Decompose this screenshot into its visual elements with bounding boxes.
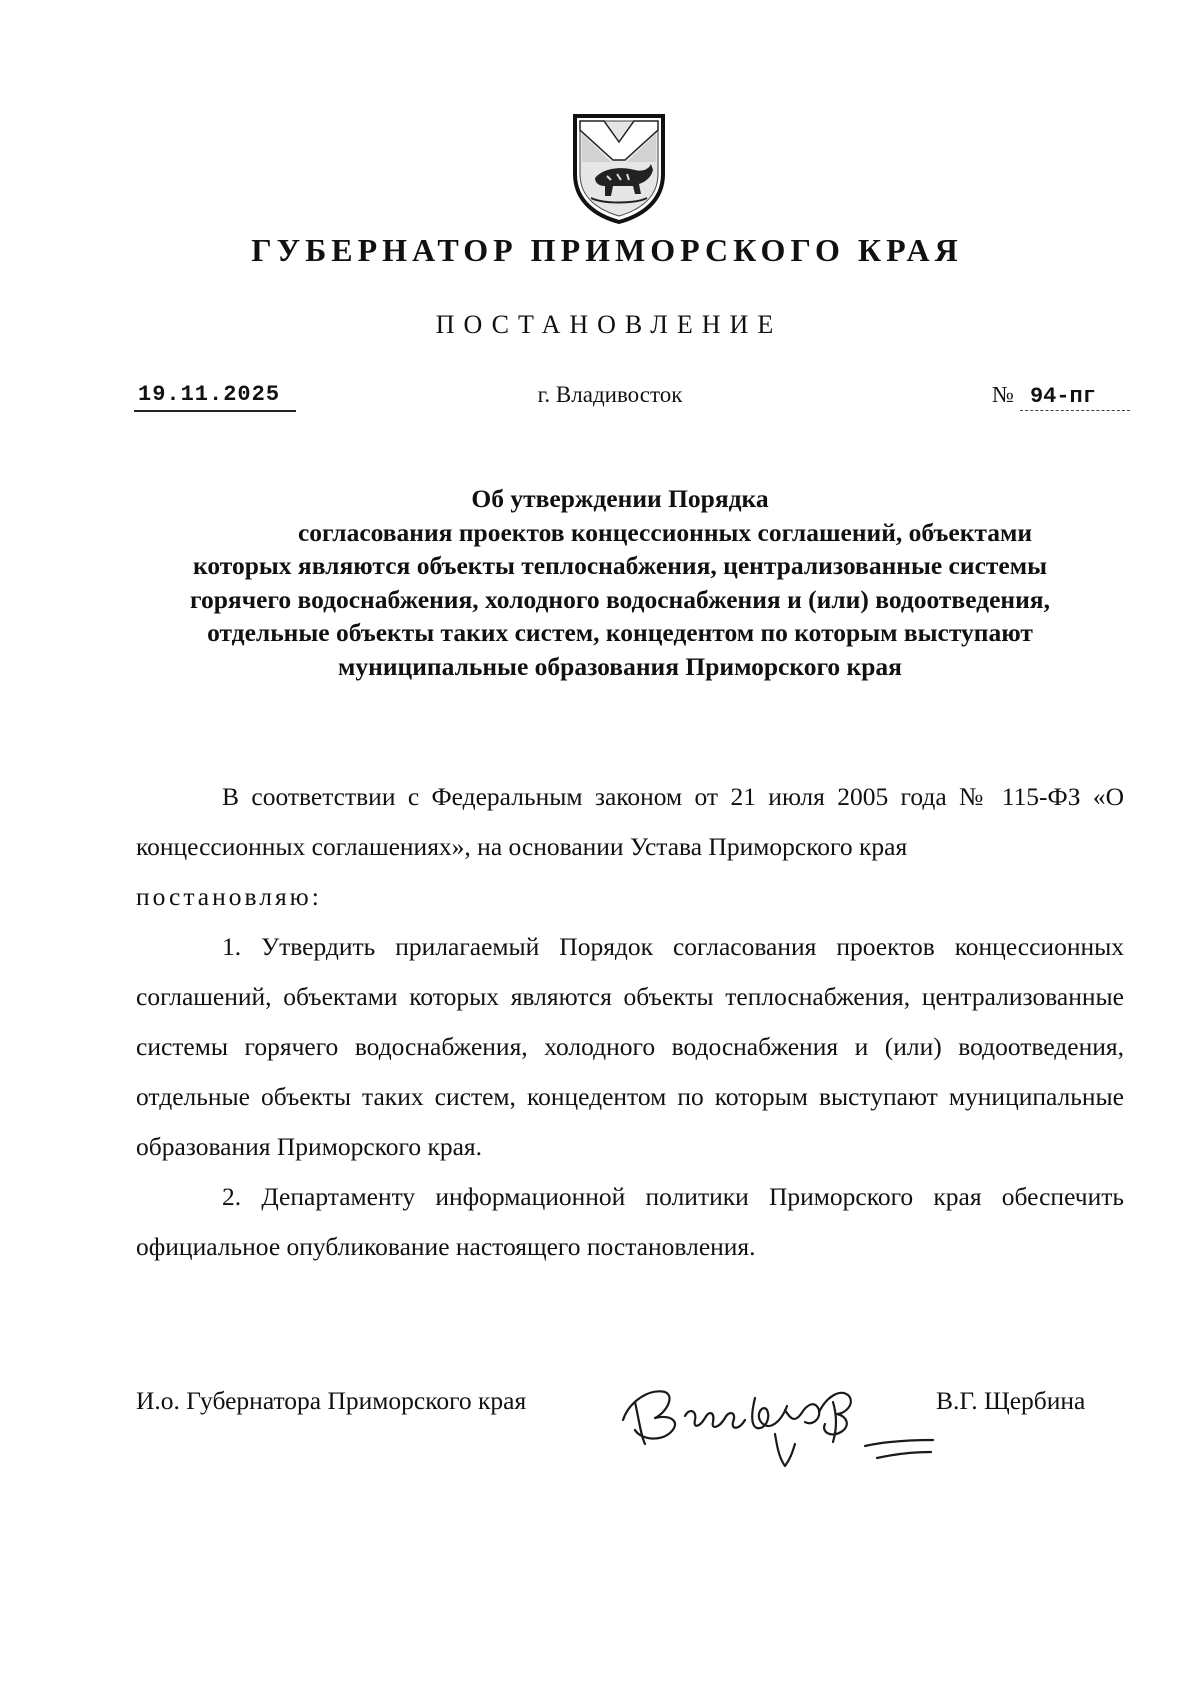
handwritten-signature bbox=[615, 1362, 960, 1492]
signatory-role: И.о. Губернатора Приморского края bbox=[136, 1386, 527, 1415]
heading-line: которых являются объекты теплоснабжения, централизованные системы bbox=[192, 551, 1048, 580]
coat-of-arms-emblem bbox=[569, 112, 669, 224]
document-type: ПОСТАНОВЛЕНИЕ bbox=[435, 310, 783, 339]
document-number bbox=[992, 382, 1130, 411]
preamble-paragraph: В соответствии с Федеральным законом от 21 июля 2005 года № 115-ФЗ «О концессионных соглашениях», на основании Устава Приморского края bbox=[136, 782, 1124, 861]
document-date: 19.11.2025 bbox=[134, 382, 296, 412]
decree-word: постановляю: bbox=[136, 882, 322, 911]
number-prefix: № bbox=[992, 382, 1014, 407]
item-1-paragraph: 1. Утвердить прилагаемый Порядок согласования проектов концессионных соглашений, объектами которых являются объекты теплоснабжения, централизованные системы горячего водоснабжения, холодного водоснабжения и (или) водоотведения, отдельные объекты таких систем, концедентом по которым выступают муниципальные образования Приморского края. bbox=[136, 932, 1124, 1161]
document-body bbox=[136, 772, 1124, 1272]
item-2-paragraph: 2. Департаменту информационной политики Приморского края обеспечить официальное опубликование настоящего постановления. bbox=[136, 1182, 1124, 1261]
heading-line: согласования проектов концессионных соглашений, объектами bbox=[297, 517, 1033, 547]
document-heading bbox=[120, 482, 1120, 683]
org-title: ГУБЕРНАТОР ПРИМОРСКОГО КРАЯ bbox=[251, 232, 963, 268]
number-value: 94-пг bbox=[1020, 384, 1130, 411]
heading-line: горячего водоснабжения, холодного водоснабжения и (или) водоотведения, bbox=[190, 584, 1050, 614]
signatory-name: В.Г. Щербина bbox=[936, 1386, 1086, 1415]
heading-line: Об утверждении Порядка bbox=[471, 484, 769, 513]
heading-line: муниципальные образования Приморского края bbox=[338, 651, 902, 681]
document-city: г. Владивосток bbox=[537, 382, 683, 407]
heading-line: отдельные объекты таких систем, концедентом по которым выступают bbox=[207, 618, 1033, 647]
